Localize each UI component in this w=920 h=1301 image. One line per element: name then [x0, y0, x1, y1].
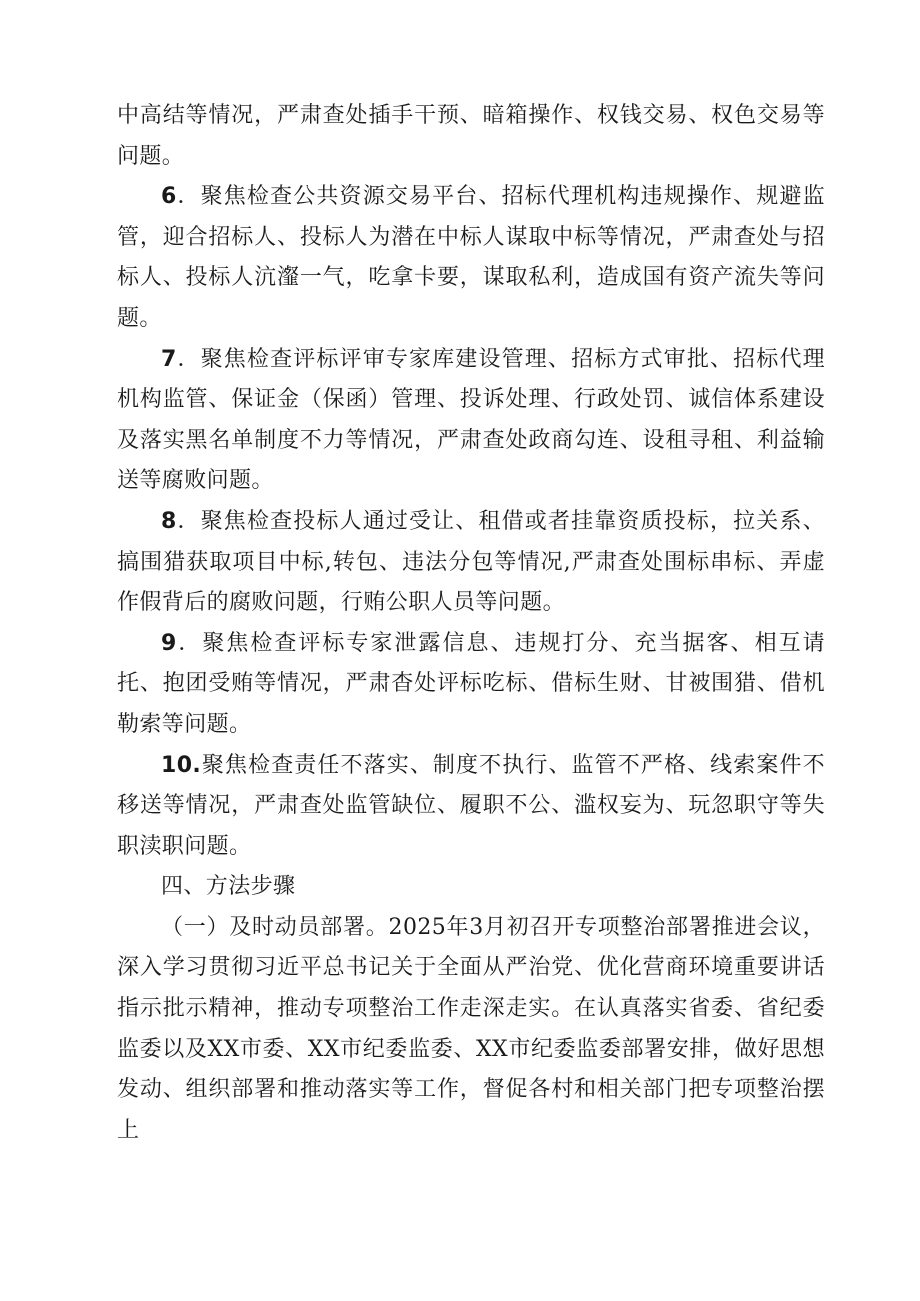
paragraph-text: ．聚焦检查评标评审专家库建设管理、招标方式审批、招标代理机构监管、保证金（保函）管理、投诉处理、行政处罚、诚信体系建设及落实黑名单制度不力等情况，严肃查处政商勾连、设租寻租、利益输送等腐败问题。 — [117, 346, 825, 494]
paragraph-continuation — [117, 96, 825, 177]
item-number: 10. — [161, 752, 202, 778]
paragraph-text: ．聚焦检查投标人通过受让、租借或者挂靠资质投标，拉关系、搞围猎获取项目中标,转包、违法分包等情况,严肃查处围标串标、弄虚作假背后的腐败问题，行贿公职人员等问题。 — [117, 508, 825, 616]
item-number: 6 — [161, 184, 177, 210]
paragraph-text: ．聚焦检查公共资源交易平台、招标代理机构违规操作、规避监管，迎合招标人、投标人为潜在中标人谋取中标等情况，严肃查处与招标人、投标人沆瀣一气，吃拿卡要，谋取私利，造成国有资产流失等问题。 — [117, 184, 825, 331]
paragraph-text: ．聚焦检查评标专家泄露信息、违规打分、充当据客、相互请托、抱团受贿等情况，严肃杳处评标吃标、借标生财、甘被围猎、借机勒索等问题。 — [117, 630, 825, 737]
paragraph-text: （一）及时动员部署。2025年3月初召开专项整治部署推进会议，深入学习贯彻习近平总书记关于全面从严治党、优化营商环境重要讲话指示批示精神，推动专项整治工作走深走实。在认真落实省委、省纪委监委以及XX市委、XX市纪委监委、XX市纪委监委部署安排，做好思想发动、组织部署和推动落实等工作，督促各村和相关部门把专项整治摆上 — [117, 914, 825, 1143]
paragraph-step-1 — [117, 908, 825, 1152]
paragraph-text: 聚焦检查责任不落实、制度不执行、监管不严格、线索案件不移送等情况，严肃查处监管缺位、履职不公、滥权妄为、玩忽职守等失职渎职问题。 — [117, 752, 825, 859]
paragraph-text: 中高结等情况，严肃查处插手干预、暗箱操作、权钱交易、权色交易等问题。 — [117, 103, 825, 169]
paragraph-item-10 — [117, 746, 825, 868]
item-number: 9 — [161, 630, 177, 656]
paragraph-item-9 — [117, 624, 825, 746]
section-heading: 四、方法步骤 — [161, 874, 296, 900]
item-number: 8 — [161, 508, 177, 534]
item-number: 7 — [161, 346, 177, 372]
paragraph-item-6 — [117, 177, 825, 339]
paragraph-item-7 — [117, 340, 825, 502]
paragraph-item-8 — [117, 502, 825, 624]
